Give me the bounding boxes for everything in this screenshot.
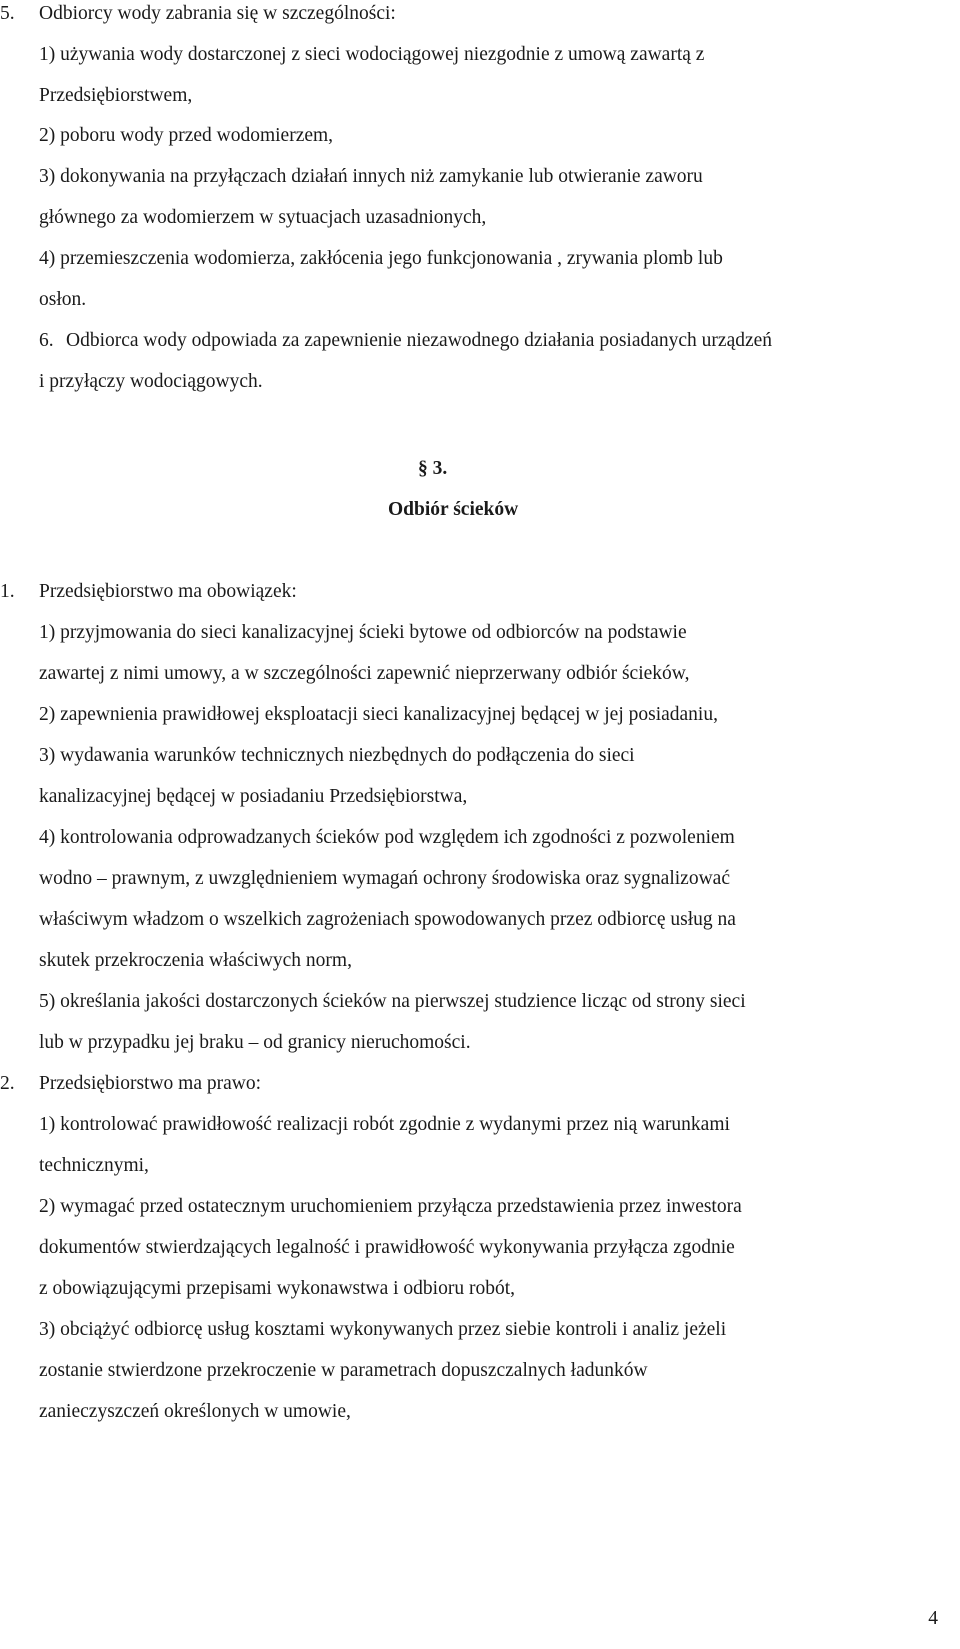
- section-2-line-7: zostanie stwierdzone przekroczenie w parametrach dopuszczalnych ładunków: [39, 1360, 648, 1381]
- section-6-number: 6.: [39, 330, 54, 351]
- section-2-title: Przedsiębiorstwo ma prawo:: [39, 1073, 262, 1094]
- section-5-line-1: 1) używania wody dostarczonej z sieci wodociągowej niezgodnie z umową zawartą z: [39, 44, 705, 65]
- section-2-number: 2.: [0, 1073, 15, 1094]
- chapter-number: § 3.: [418, 458, 448, 479]
- section-5-title: Odbiorcy wody zabrania się w szczególności:: [39, 3, 396, 24]
- section-5-line-3: 2) poboru wody przed wodomierzem,: [39, 125, 334, 146]
- section-6-line-1: Odbiorca wody odpowiada za zapewnienie niezawodnego działania posiadanych urządzeń: [66, 330, 773, 351]
- section-2-line-1: 1) kontrolować prawidłowość realizacji robót zgodnie z wydanymi przez nią warunkami: [39, 1114, 730, 1135]
- section-5-line-4: 3) dokonywania na przyłączach działań innych niż zamykanie lub otwieranie zaworu: [39, 166, 703, 187]
- section-1-line-5: kanalizacyjnej będącej w posiadaniu Przedsiębiorstwa,: [39, 786, 468, 807]
- page-number: 4: [928, 1608, 938, 1629]
- section-1-title: Przedsiębiorstwo ma obowiązek:: [39, 581, 297, 602]
- section-1-number: 1.: [0, 581, 15, 602]
- section-1-line-3: 2) zapewnienia prawidłowej eksploatacji sieci kanalizacyjnej będącej w jej posiadaniu,: [39, 704, 718, 725]
- chapter-title: Odbiór ścieków: [388, 499, 519, 520]
- section-1-line-7: wodno – prawnym, z uwzględnieniem wymagań ochrony środowiska oraz sygnalizować: [39, 868, 730, 889]
- section-5-line-2: Przedsiębiorstwem,: [39, 85, 193, 106]
- section-1-line-6: 4) kontrolowania odprowadzanych ścieków pod względem ich zgodności z pozwoleniem: [39, 827, 735, 848]
- section-2-line-4: dokumentów stwierdzających legalność i prawidłowość wykonywania przyłącza zgodnie: [39, 1237, 735, 1258]
- section-5-line-6: 4) przemieszczenia wodomierza, zakłócenia jego funkcjonowania , zrywania plomb lub: [39, 248, 723, 269]
- section-1-line-2: zawartej z nimi umowy, a w szczególności zapewnić nieprzerwany odbiór ścieków,: [39, 663, 690, 684]
- section-2-line-6: 3) obciążyć odbiorcę usług kosztami wykonywanych przez siebie kontroli i analiz jeżeli: [39, 1319, 727, 1340]
- section-2-line-3: 2) wymagać przed ostatecznym uruchomieniem przyłącza przedstawienia przez inwestora: [39, 1196, 742, 1217]
- section-1-line-8: właściwym władzom o wszelkich zagrożeniach spowodowanych przez odbiorcę usług na: [39, 909, 736, 930]
- section-2-line-2: technicznymi,: [39, 1155, 149, 1176]
- section-1-line-9: skutek przekroczenia właściwych norm,: [39, 950, 352, 971]
- section-2-line-5: z obowiązującymi przepisami wykonawstwa i odbioru robót,: [39, 1278, 516, 1299]
- section-5-line-7: osłon.: [39, 289, 87, 310]
- section-5-number: 5.: [0, 3, 15, 24]
- section-1-line-1: 1) przyjmowania do sieci kanalizacyjnej ścieki bytowe od odbiorców na podstawie: [39, 622, 687, 643]
- section-5-line-5: głównego za wodomierzem w sytuacjach uzasadnionych,: [39, 207, 487, 228]
- section-1-line-4: 3) wydawania warunków technicznych niezbędnych do podłączenia do sieci: [39, 745, 635, 766]
- section-6-line-2: i przyłączy wodociągowych.: [39, 371, 263, 392]
- section-1-line-10: 5) określania jakości dostarczonych ścieków na pierwszej studzience licząc od strony sieci: [39, 991, 746, 1012]
- section-1-line-11: lub w przypadku jej braku – od granicy nieruchomości.: [39, 1032, 471, 1053]
- section-2-line-8: zanieczyszczeń określonych w umowie,: [39, 1401, 351, 1422]
